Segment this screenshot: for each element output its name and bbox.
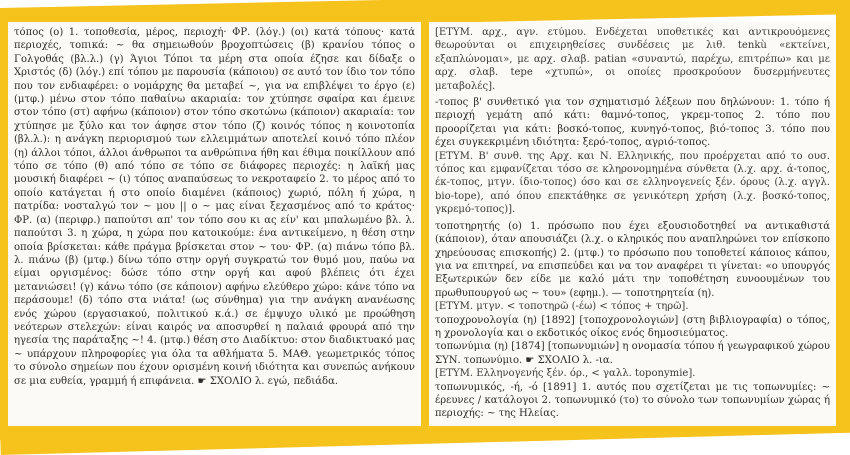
dictionary-entry-topos-suffix: -τοπος β' συνθετικό για τον σχηματισμό λέξεων που δηλώνουν: 1. τόπο ή περιοχή γεμάτη από κάτι: θαμνό-τοπος, γκρεμ-τοπος 2. τόπο που προορίζεται για κάτι: βοσκό-τοπος, κυνηγό-τοπος, βιό-τοπος 3. τόπο που έχει συγκεκριμένη ιδιότητα: ξερό-τοπος, αγριό-τοπος.	[435, 97, 830, 149]
etymology-topos-suffix: [ΕΤΥΜ. Β' συνθ. της Αρχ. και Ν. Ελληνικής, που προέρχεται από το ουσ. τόπος και εμφανίζεται τόσο σε κληρονομημένα σύνθετα (λ.χ. αρχ. ά-τοπος, έκ-τοπος, μτγν. ίδιο-τοπος) όσο και σε ελληνογενείς ξέν. όρους (λ.χ. αγγλ. bio-tope), από όπου επεκτάθηκε σε γενικότερη χρήση (λ.χ. βοσκό-τοπος, γκρεμό-τοπος)].	[435, 150, 830, 216]
etymology-toponymia: [ΕΤΥΜ. Ελληνογενής ξέν. όρ., < γαλλ. toponymie].	[435, 368, 696, 380]
dictionary-entry-toponymia: τοπωνύμια (η) [1874] [τοπωνυμιών] η ονομασία τόπου ή γεωγραφικού χώρου ΣΥΝ. τοπωνύμιο. ☛ ΣΧΟΛΙΟ λ. -ια.	[435, 341, 830, 366]
dictionary-entry-topotiritis: τοποτηρητής (ο) 1. πρόσωπο που έχει εξουσιοδοτηθεί να αντικαθιστά (κάποιον), όταν απουσιάζει (λ.χ. ο κληρικός που αναπληρώνει τον επίσκοπο χηρεύουσας επισκοπής) 2. (μτφ.) το πρόσωπο που τοποθετεί κάποιος κάπου, για να επιτηρεί, να επισπεύδει και να τον αναφέρει τι γίνεται: «ο υπουργός Εξωτερικών δεν είδε με καλό μάτι την τοποθέτηση ευνοουμένων του πρωθυπουργού ως ~ του» (εφημ.). — τοποτηρητεία (η).	[435, 220, 830, 299]
dictionary-entry-topos: τόπος (ο) 1. τοποθεσία, μέρος, περιοχή· ΦΡ. (λόγ.) (οι) κατά τόπους· κατά περιοχές, τοπικά: ~ θα σημειωθούν βροχοπτώσεις (β) κρανίου τόπος ο Γολγοθάς (βλ.λ.) (γ) Άγιοι Τόποι τα μέρη στα οποία έζησε και δίδαξε ο Χριστός (δ) (λόγ.) επί τόπου με παρουσία (κάποιου) σε αυτό τον ίδιο τον τόπο που τον ενδιαφέρει: ο νομάρχης θα μεταβεί ~, για να επιβλέψει το έργο (ε) (μτφ.) μένω στον τόπο παθαίνω ακαριαία: τον χτύπησε σφαίρα και έμεινε στον τόπο (στ) αφήνω (κάποιον) στον τόπο σκοτώνω (κάποιον) ακαριαία: τον χτύπησε με ξύλο και τον άφησε στον τόπο (ζ) κοινός τόπος η κοινοτοπία (βλ.λ.): η ανάγκη περιορισμού των ελλειμμάτων αποτελεί κοινό τόπο πλέον (η) άλλοι τόποι, άλλοι άνθρωποι τα ανθρώπινα ήθη και έθιμα ποικίλλουν από τόπο σε τόπο (θ) από τόπο σε τόπο σε διάφορες περιοχές: η λαϊκή μας μουσική διαφέρει ~ (ι) τόπος αναπαύσεως το νεκροταφείο 2. το μέρος από το οποίο κατάγεται ή στο οποίο διαμένει (κάποιος) χωριό, πόλη ή χώρα, η πατρίδα: νοσταλγώ τον ~ μου || ο ~ μας είναι ξεχασμένος από το κράτος· ΦΡ. (α) (περιφρ.) παπούτσι απ' τον τόπο σου κι ας είν' και μπαλωμένο βλ. λ. παπούτσι 3. η χώρα, η χώρα που κατοικούμε: ένα αντικείμενο, η θέση στην οποία βρίσκεται: κάθε πράγμα βρίσκεται στον ~ του· ΦΡ. (α) πιάνω τόπο βλ. λ. πιάνω (β) (μτφ.) δίνω τόπο στην οργή συγκρατώ τον θυμό μου, παύω να είμαι οργισμένος: δώσε τόπο στην οργή και αφού βλέπεις ότι έχει μετανιώσει! (γ) κάνω τόπο (σε κάποιον) αφήνω ελεύθερο χώρο: κάνε τόπο να περάσουμε! (δ) τόπο στα νιάτα! (ως σύνθημα) για την ανάγκη ανανέωσης ενός χώρου (εργασιακού, πολιτικού κ.ά.) σε έμψυχο υλικό με προώθηση νεότερων στελεχών: είναι καιρός να αποσυρθεί η παλαιά φρουρά από την ηγεσία της παράταξης ~! 4. (μτφ.) θέση στο Διαδίκτυο: στον διαδικτυακό μας ~ υπάρχουν πληροφορίες για όλα τα αθλήματα 5. ΜΑΘ. γεωμετρικός τόπος το σύνολο σημείων που έχουν ορισμένη κοινή ιδιότητα και συνεπώς ανήκουν σε μια ευθεία, γραμμή ή επιφάνεια. ☛ ΣΧΟΛΙΟ λ. εγώ, πεδιάδα.	[14, 27, 415, 387]
yellow-highlight-left	[0, 10, 8, 440]
dictionary-entry-topochronologia: τοποχρονολογία (η) [1892] [τοποχρονολογιών] (στη βιβλιογραφία) ο τόπος, η χρονολογία και ο εκδοτικός οίκος ενός δημοσιεύματος.	[435, 314, 830, 339]
yellow-highlight-divider	[421, 14, 429, 434]
etymology-topotiritis: [ΕΤΥΜ. μτγν. < τοποτηρῶ (-έω) < τόπος + τηρῶ].	[435, 301, 689, 313]
dictionary-entry-toponymikos: τοπωνυμικός, -ή, -ό [1891] 1. αυτός που σχετίζεται με τις τοπωνυμίες: ~ έρευνες / κατάλογοι 2. τοπωνυμικό (το) το σύνολο των τοπωνυμίων χώρας ή περιοχής: ~ της Ηλείας.	[435, 381, 830, 420]
dictionary-column-left	[8, 22, 421, 426]
yellow-highlight-right	[836, 0, 850, 430]
dictionary-column-right	[429, 22, 836, 426]
etymology-topos: [ΕΤΥΜ. αρχ., αγν. ετύμου. Ενδέχεται υποθετικές και αντικρουόμενες θεωρούνται οι επιχειρηθείσες συνδέσεις με λιθ. tenkù «εκτείνει, εξαπλώνομαι», με αρχ. σλαβ. patian «συναντώ, παρέχω, επιτρέπω» και με αρχ. σλαβ. tepe «χτυπώ», οι οποίες προσκρούουν δυσερμήνευτες μεταβολές].	[435, 27, 830, 92]
